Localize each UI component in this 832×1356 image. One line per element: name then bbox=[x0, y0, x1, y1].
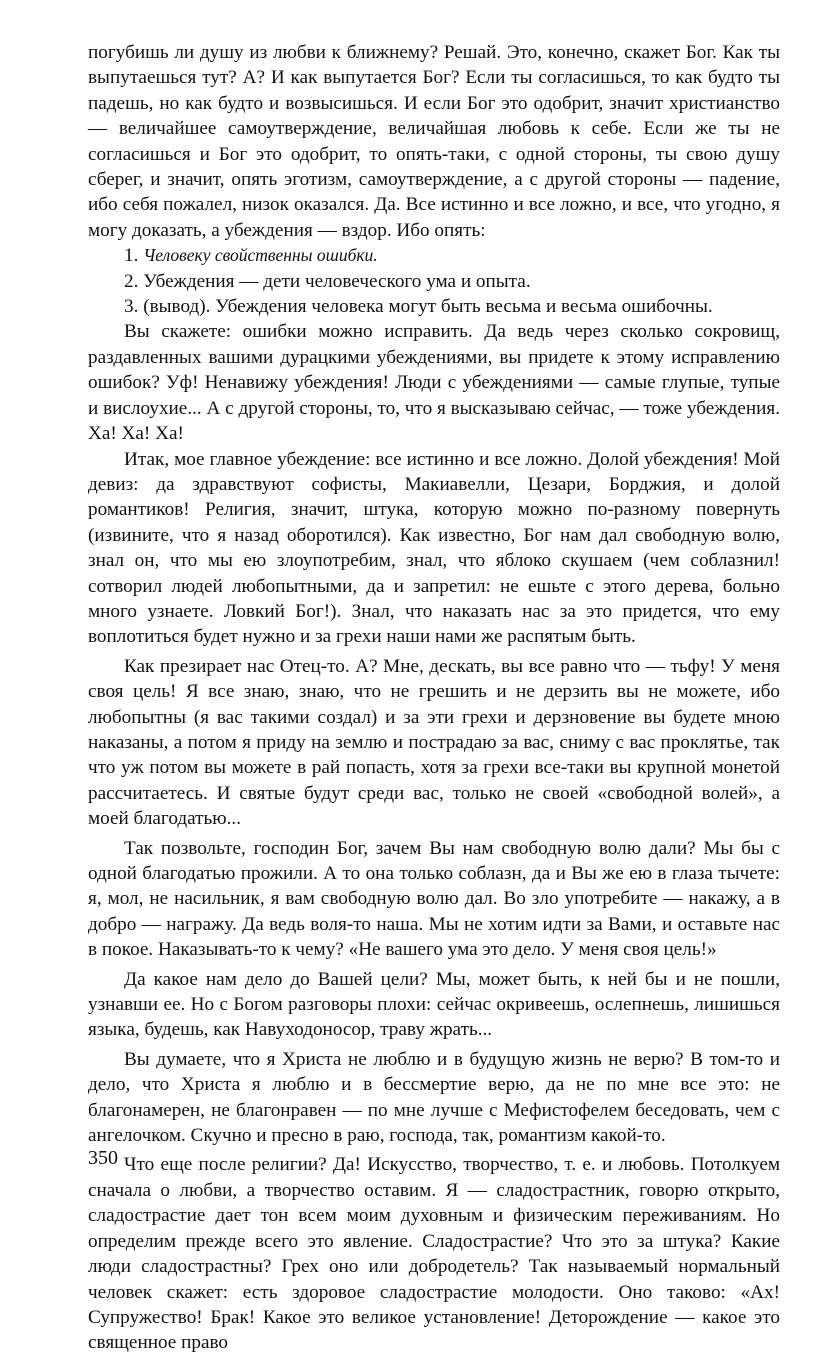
paragraph-6: Да какое нам дело до Вашей цели? Мы, может быть, к ней бы и не пошли, узнавши ее. Но с Богом разговоры плохи: сейчас окривеешь, ослепнешь, лишишься языка, будешь, как Навуходоносор, траву жрать... bbox=[88, 968, 780, 1041]
paragraph-1: погубишь ли душу из любви к ближнему? Решай. Это, конечно, скажет Бог. Как ты выпутаешься тут? А? И как выпутается Бог? Если ты согласишься, то как будто ты падешь, но как будто и возвысишься. И если Бог это одобрит, значит христианство — величайшее самоутверждение, величайшая любовь к себе. Если же ты не согласишься и Бог это одобрит, то опять-таки, с одной стороны, ты свою душу сберег, и значит, опять эготизм, самоутверждение, а с другой стороны — падение, ибо себя пожалел, низок оказался. Да. Все истинно и все ложно, и все, что угодно, я могу доказать, а убеждения — вздор. Ибо опять: bbox=[88, 42, 780, 241]
paragraph-8: Что еще после религии? Да! Искусство, творчество, т. е. и любовь. Потолкуем сначала о любви, а творчество оставим. Я — сладострастник, говорю открыто, сладострастие дает тон всем моим духовным и физическим переживаниям. Но определим прежде всего это явление. Сладострастие? Что это за штука? Какие люди сладострастны? Грех оно или добродетель? Так называемый нормальный человек скажет: есть здоровое сладострастие молодости. Оно таково: «Ах! Супружество! Брак! Какое это великое установление! Деторождение — какое это священное право bbox=[88, 1154, 780, 1354]
paragraph-2: Вы скажете: ошибки можно исправить. Да ведь через сколько сокровищ, раздавленных вашими дурацкими убеждениями, вы придете к этому исправлению ошибок? Уф! Ненавижу убеждения! Люди с убеждениями — самые глупые, тупые и вислоухие... А с другой стороны, то, что я высказываю сейчас, — тоже убеждения. Ха! Ха! Ха! bbox=[88, 321, 780, 445]
list-item-2: 2. Убеждения — дети человеческого ума и опыта. bbox=[124, 270, 531, 292]
paragraph-5: Так позвольте, господин Бог, зачем Вы нам свободную волю дали? Мы бы с одной благодатью прожили. А то она только соблазн, да и Вы же ею в глаза тычете: я, мол, не насильник, я вам свободную волю дал. Во зло употребите — накажу, а в добро — награжу. Да ведь воля-то наша. Мы не хотим идти за Вами, и оставьте нас в покое. Наказывать-то к чему? «Не вашего ума это дело. У меня своя цель!» bbox=[88, 837, 780, 961]
paragraph-7: Вы думаете, что я Христа не люблю и в будущую жизнь не верю? В том-то и дело, что Христа я люблю и в бессмертие верю, да не по мне все это: не благонамерен, не благонравен — по мне лучше с Мефистофелем беседовать, чем с ангелочком. Скучно и пресно в раю, господа, так, романтизм какой-то. bbox=[88, 1048, 780, 1147]
page-number: 350 bbox=[88, 1147, 118, 1169]
list-item-1-text: Человеку свойственны ошибки. bbox=[143, 245, 378, 266]
list-item-3: 3. (вывод). Убеждения человека могут быть весьма и весьма ошибочны. bbox=[124, 296, 713, 318]
paragraph-3: Итак, мое главное убеждение: все истинно и все ложно. Долой убеждения! Мой девиз: да здравствуют софисты, Макиавелли, Цезари, Борджия, и долой романтиков! Религия, значит, штука, которую можно по-разному повернуть (извините, что я назад оборотился). Как известно, Бог нам дал свободную волю, знал он, что мы ею злоупотребим, знал, что яблоко скушаем (чем соблазнил! сотворил людей любопытными, да и запретил: не ешьте с этого дерева, больно много узнаете. Ловкий Бог!). Знал, что наказать нас за это придется, что ему воплотиться будет нужно и за грехи наши нами же распятым быть. bbox=[88, 448, 780, 648]
list-item-1 bbox=[88, 243, 780, 268]
paragraph-4: Как презирает нас Отец-то. А? Мне, дескать, вы все равно что — тьфу! У меня своя цель! Я все знаю, знаю, что не грешить и не дерзить вы не можете, ибо любопытны (я вас такими создал) и за эти грехи и дерзновение вы будете мною наказаны, а потом я приду на землю и пострадаю за вас, сниму с вас проклятье, так что уж потом вы можете в рай попасть, хотя за грехи все-таки вы крупной монетой рассчитаетесь. И святые будут среди вас, только не своей «свободной волей», а моей благодатью... bbox=[88, 655, 780, 830]
document-page bbox=[88, 40, 780, 1356]
list-item-1-number: 1. bbox=[124, 245, 144, 267]
